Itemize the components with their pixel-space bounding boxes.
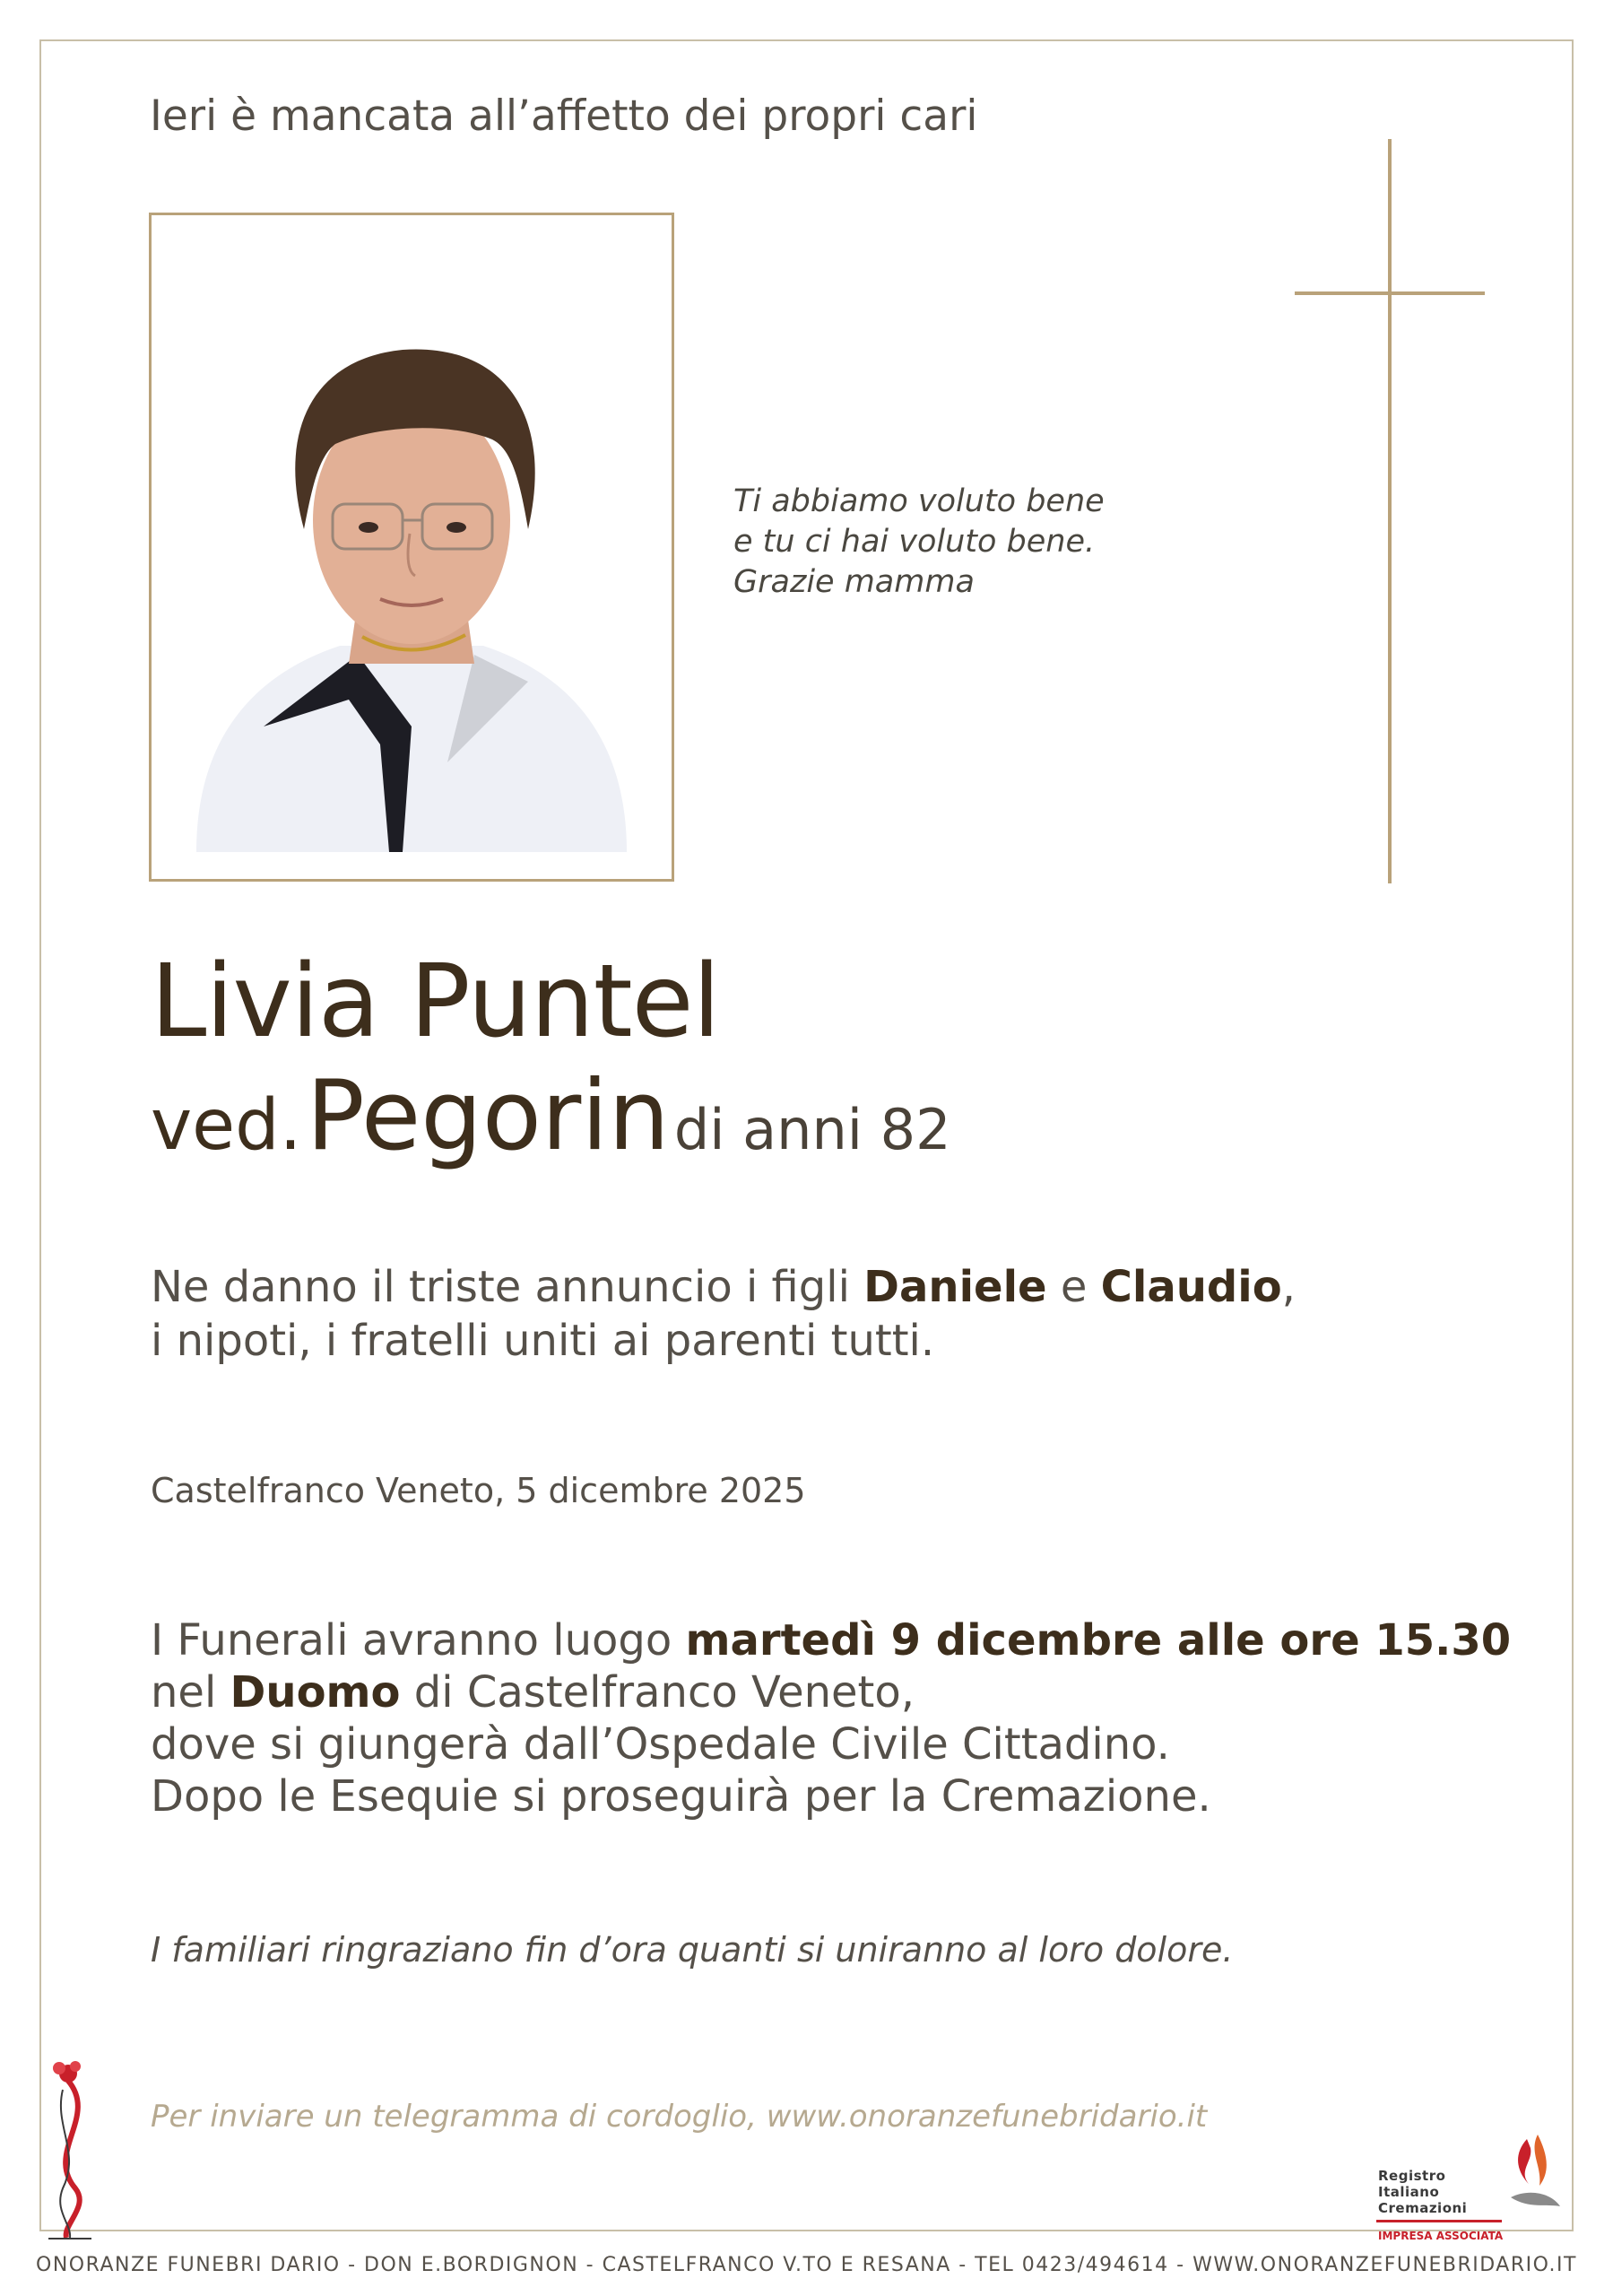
married-surname: Pegorin — [306, 1060, 670, 1172]
funeral-text: nel — [151, 1667, 230, 1718]
footer-contacts: ONORANZE FUNEBRI DARIO - DON E.BORDIGNON - CASTELFRANCO V.TO E RESANA - TEL 0423/494614 - WWW.ONORANZEFUNEBRIDARIO.IT — [36, 2254, 1577, 2276]
announcement-text: e — [1046, 1262, 1101, 1312]
funeral-line-3: dove si giungerà dall’Ospedale Civile Cittadino. — [151, 1719, 1170, 1770]
funeral-line-2 — [151, 1666, 1511, 1718]
deceased-name: Livia Puntel — [151, 944, 720, 1060]
funeral-line-4: Dopo le Esequie si proseguirà per la Cremazione. — [151, 1771, 1211, 1822]
portrait-frame — [149, 213, 674, 882]
logo-line: Registro — [1378, 2168, 1446, 2184]
thanks-text: I familiari ringraziano fin d’ora quanti si uniranno al loro dolore. — [151, 1930, 1234, 1970]
cross-icon — [1388, 139, 1392, 883]
quote-line: Ti abbiamo voluto bene — [733, 483, 1105, 519]
child-name: Claudio — [1100, 1262, 1282, 1312]
funeral-line-1 — [151, 1614, 1511, 1666]
flower-icon — [45, 2054, 102, 2242]
cross-crossbar — [1295, 291, 1485, 295]
funeral-text: di Castelfranco Veneto, — [400, 1667, 915, 1718]
funeral-details — [151, 1614, 1511, 1822]
logo-line: Cremazioni — [1378, 2200, 1468, 2216]
dedication-quote — [733, 482, 1105, 603]
married-name-line — [151, 1060, 951, 1172]
child-name: Daniele — [863, 1262, 1047, 1312]
telegram-note: Per inviare un telegramma di cordoglio, www.onoranzefunebridario.it — [151, 2099, 1208, 2135]
place-date: Castelfranco Veneto, 5 dicembre 2025 — [151, 1471, 806, 1510]
funeral-datetime: martedì 9 dicembre alle ore 15.30 — [685, 1615, 1512, 1665]
quote-line: Grazie mamma — [733, 564, 975, 600]
funeral-church: Duomo — [230, 1667, 401, 1718]
logo-badge: IMPRESA ASSOCIATA — [1378, 2230, 1504, 2242]
announcement-line-2: i nipoti, i fratelli uniti ai parenti tutti. — [151, 1316, 935, 1366]
funeral-text: I Funerali avranno luogo — [151, 1615, 686, 1665]
quote-line: e tu ci hai voluto bene. — [733, 524, 1096, 560]
portrait-photo — [178, 260, 645, 852]
intro-text: Ieri è mancata all’affetto dei propri cari — [150, 91, 978, 141]
cremation-registry-logo — [1376, 2130, 1569, 2247]
logo-line: Italiano — [1378, 2184, 1440, 2200]
announcement-line-1 — [151, 1260, 1296, 1314]
announcement-text: , — [1281, 1262, 1296, 1312]
widow-prefix: ved. — [151, 1085, 302, 1166]
age: di anni 82 — [673, 1097, 951, 1162]
announcement-text: Ne danno il triste annuncio i figli — [151, 1262, 864, 1312]
announcement — [151, 1260, 1296, 1368]
